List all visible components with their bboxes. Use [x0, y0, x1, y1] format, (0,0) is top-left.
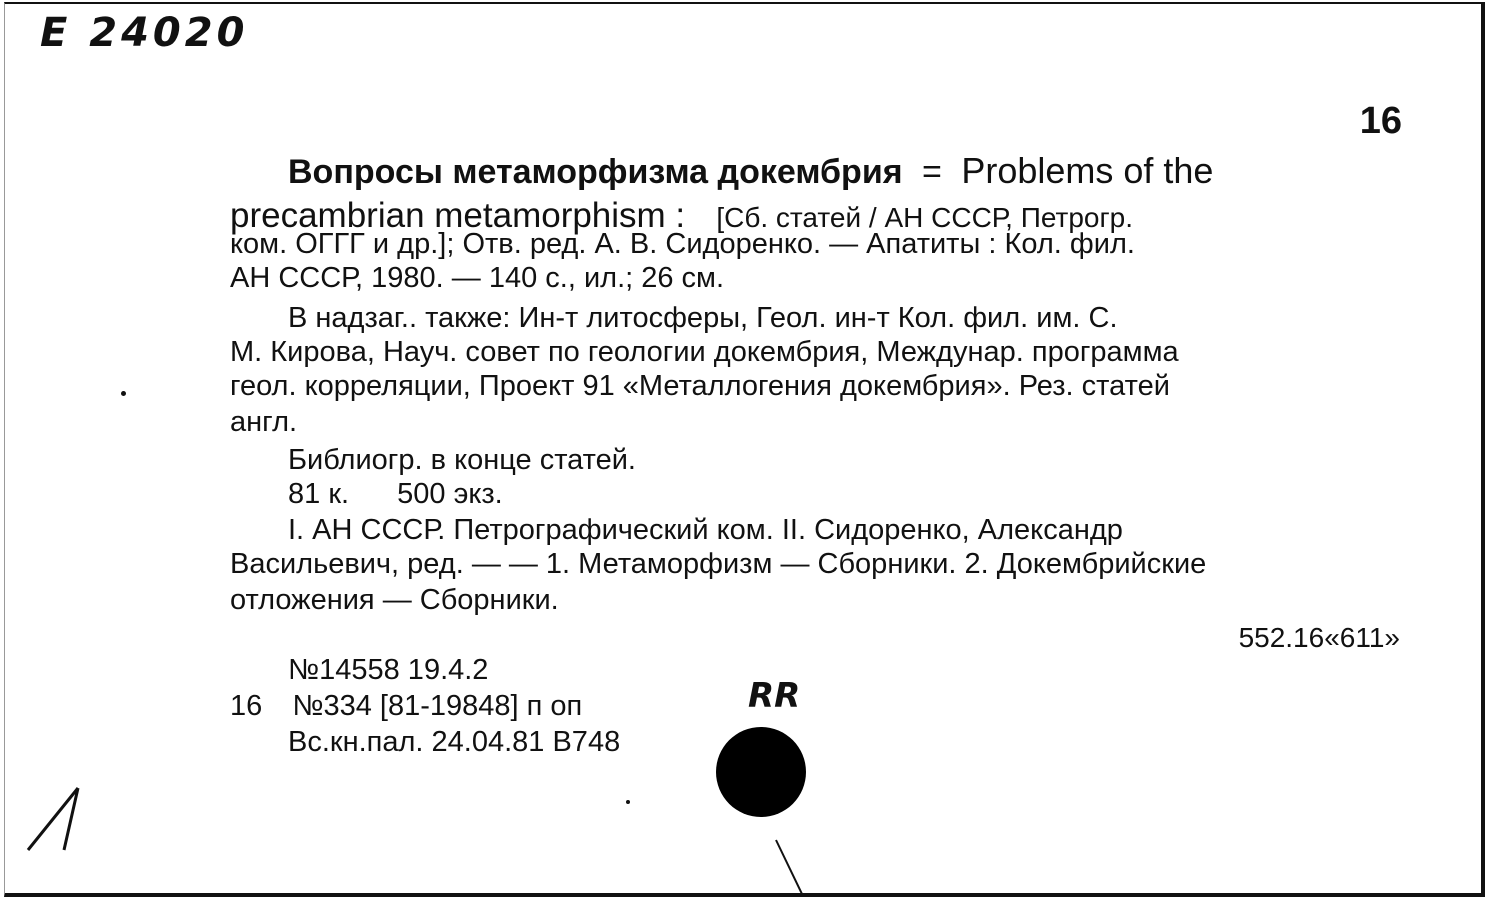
- note-line-2: М. Кирова, Науч. совет по геологии докембрия, Междунар. программа: [230, 336, 1179, 368]
- stray-pen-stroke: [770, 838, 810, 898]
- title-responsibility: [Сб. статей / АН СССР, Петрогр.: [716, 202, 1134, 233]
- title-english-cont: precambrian metamorphism :: [230, 196, 686, 235]
- price: 81 к.: [288, 478, 350, 510]
- collation-line: АН СССР, 1980. — 140 с., ил.; 26 см.: [230, 262, 725, 294]
- card-number: 16: [1359, 100, 1402, 142]
- tracing-line-3: отложения — Сборники.: [230, 584, 559, 616]
- tracing-line-1: I. АН СССР. Петрографический ком. II. Сидоренко, Александр: [288, 514, 1123, 546]
- registration-number: №14558 19.4.2: [288, 654, 489, 686]
- title-line: [288, 150, 1213, 192]
- punched-hole-mark: [716, 727, 806, 817]
- tracing-line-2: Васильевич, ред. — — 1. Метаморфизм — Сборники. 2. Докембрийские: [230, 548, 1207, 580]
- price-line: [288, 478, 503, 511]
- note-line-4: англ.: [230, 406, 298, 438]
- stray-dot: [626, 800, 630, 804]
- udc-code: 552.16«611»: [1238, 622, 1400, 653]
- title-english: Problems of the: [961, 150, 1214, 191]
- order-number: №334 [81-19848] п оп: [292, 690, 583, 722]
- handwritten-initials: RR: [748, 676, 801, 716]
- title-russian: Вопросы метаморфизма докембрия: [288, 153, 903, 191]
- stray-dot: [121, 391, 126, 396]
- imprint-line: ком. ОГГГ и др.]; Отв. ред. А. В. Сидоренко. — Апатиты : Кол. фил.: [230, 228, 1135, 260]
- title-equals: =: [922, 153, 942, 191]
- chamber-line: Вс.кн.пал. 24.04.81 В748: [288, 726, 621, 758]
- bibliography-note: Библиогр. в конце статей.: [288, 444, 636, 476]
- copies: 500 экз.: [397, 478, 503, 510]
- handwritten-mark-1: [20, 780, 90, 860]
- order-prefix: 16: [230, 690, 263, 722]
- note-line-3: геол. корреляции, Проект 91 «Металлогения докембрия». Рез. статей: [230, 370, 1170, 402]
- handwritten-accession-number: E 24020: [40, 10, 249, 56]
- order-line: [230, 690, 582, 723]
- note-line-1: В надзаг.. также: Ин-т литосферы, Геол. ин-т Кол. фил. им. С.: [288, 302, 1118, 334]
